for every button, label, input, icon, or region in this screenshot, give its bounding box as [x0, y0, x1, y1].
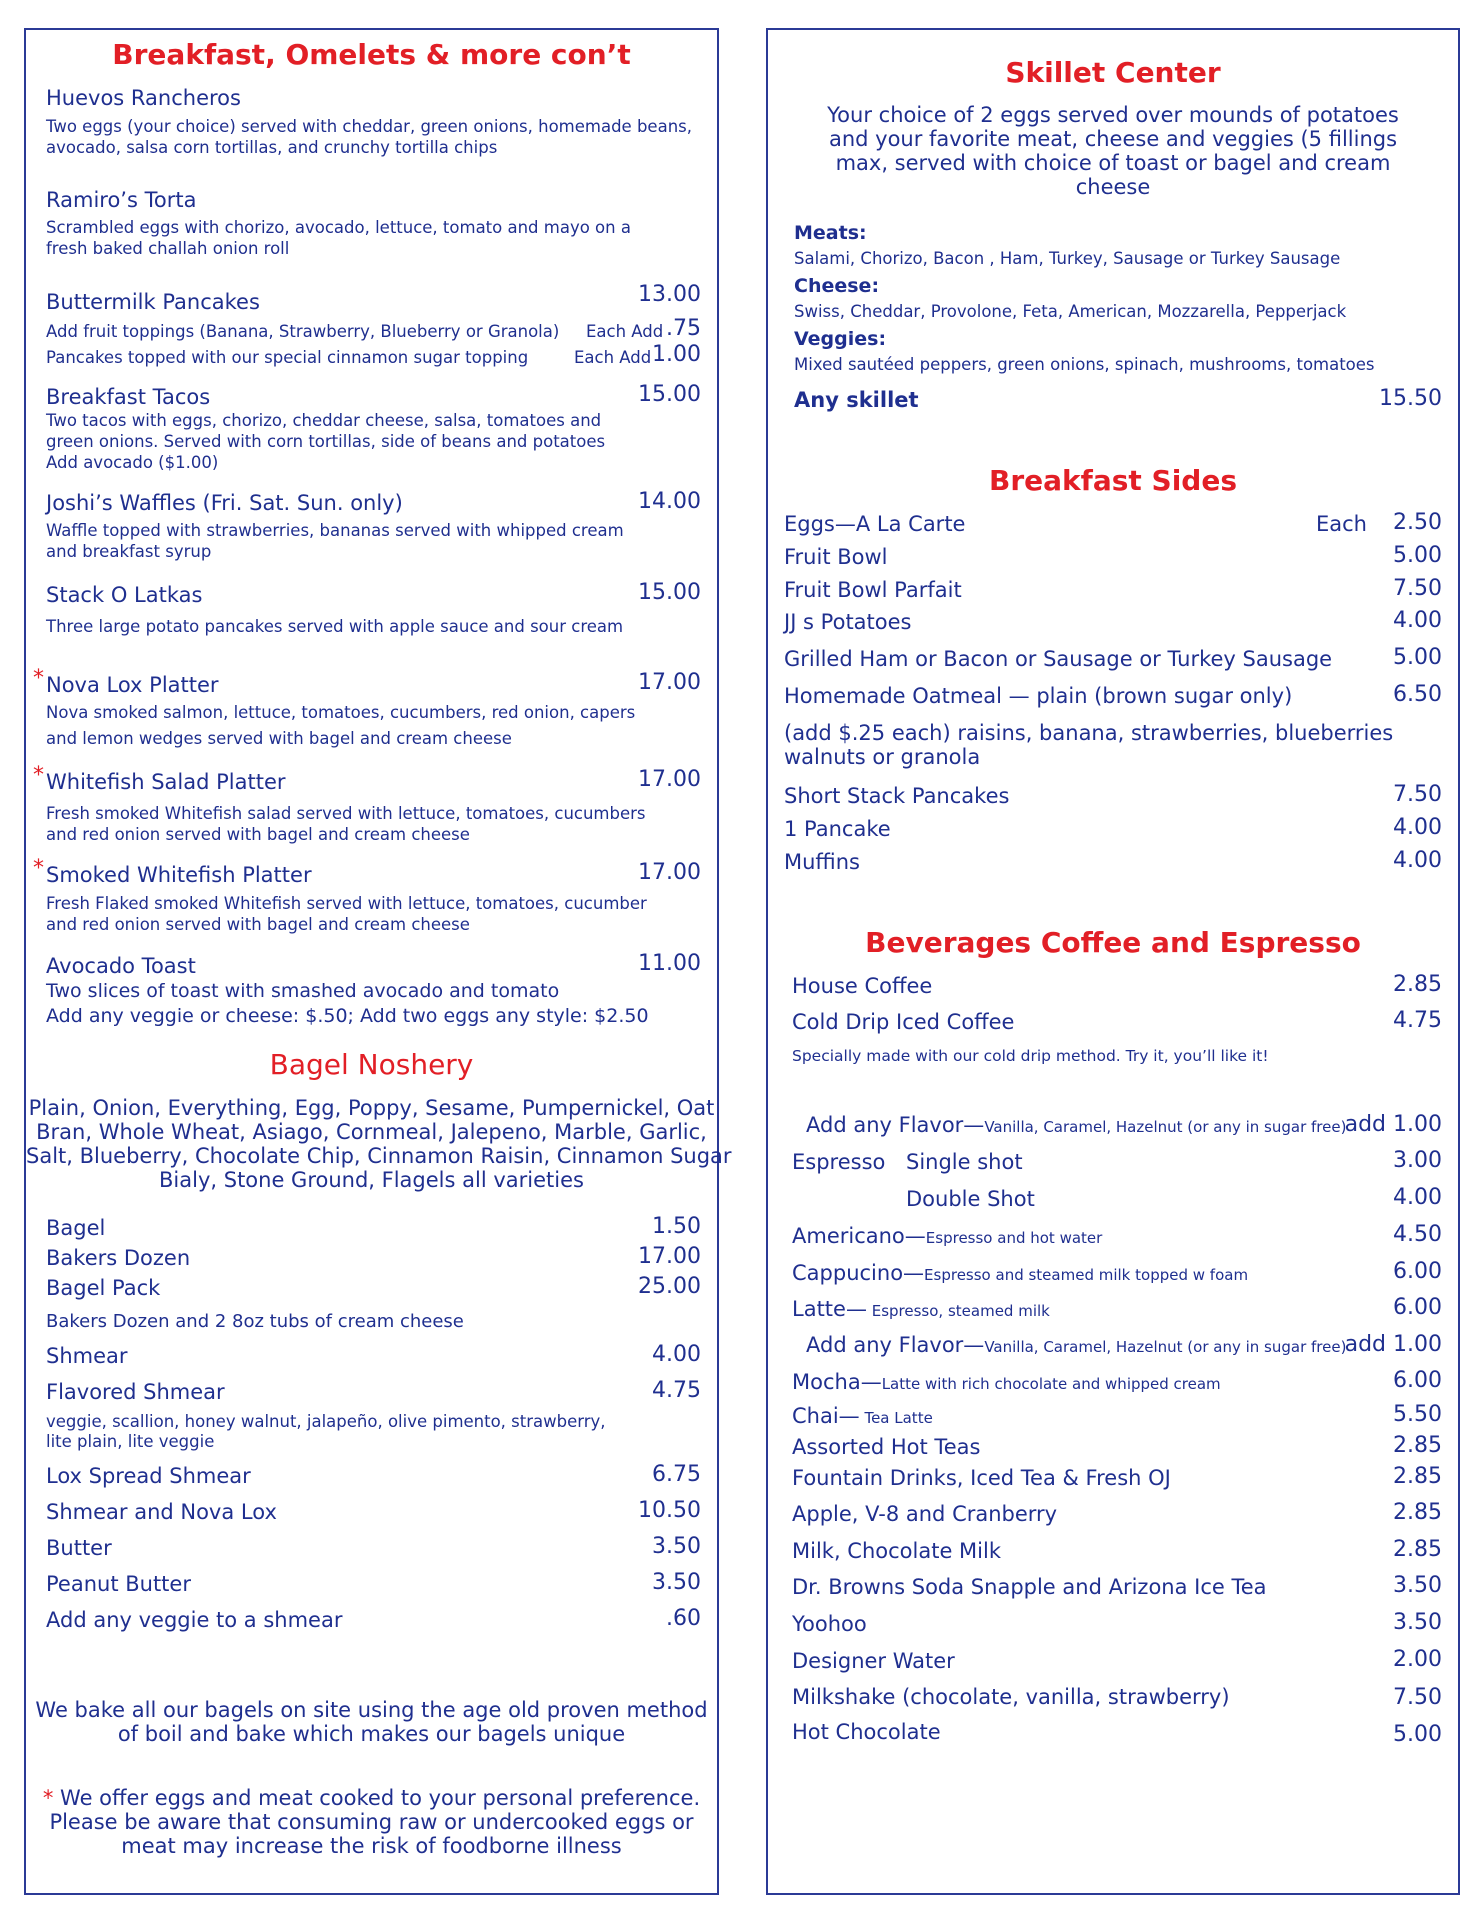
skillet-group-text: Swiss, Cheddar, Provolone, Feta, American, Mozzarella, Pepperjack — [794, 302, 1347, 321]
item-desc: Three large potato pancakes served with apple sauce and sour cream — [46, 617, 624, 636]
item-desc: Pancakes topped with our special cinnamon sugar topping — [46, 348, 529, 367]
item-name: Buttermilk Pancakes — [46, 290, 260, 314]
item-desc: walnuts or granola — [784, 745, 981, 769]
section-title-skillet: Skillet Center — [1005, 56, 1221, 89]
asterisk-mark: * — [33, 763, 44, 788]
item-name: Bakers Dozen — [46, 1246, 191, 1270]
latte-row — [792, 1297, 1050, 1321]
item-desc: Fresh smoked Whitefish salad served with lettuce, tomatoes, cucumbers — [46, 804, 646, 823]
item-price: 4.75 — [652, 1378, 701, 1403]
item-price: 10.50 — [638, 1498, 701, 1523]
item-price: add 1.00 — [1344, 1112, 1442, 1137]
item-desc: Two tacos with eggs, chorizo, cheddar cheese, salsa, tomatoes and — [46, 411, 602, 430]
item-name: Bagel — [46, 1216, 106, 1240]
item-price: 4.00 — [652, 1342, 701, 1367]
skillet-group-text: Salami, Chorizo, Bacon , Ham, Turkey, Sausage or Turkey Sausage — [794, 249, 1341, 268]
item-price: 3.50 — [652, 1570, 701, 1595]
item-name: Short Stack Pancakes — [784, 784, 1010, 808]
item-name: Hot Chocolate — [792, 1720, 941, 1744]
any-skillet-price: 15.50 — [1379, 386, 1442, 411]
item-price: 17.00 — [638, 1244, 701, 1269]
item-name: Fruit Bowl — [784, 545, 888, 569]
item-price: add 1.00 — [1344, 1332, 1442, 1357]
skillet-intro-line: max, served with choice of toast or bagel and cream — [835, 151, 1391, 175]
item-desc: green onions. Served with corn tortillas, side of beans and potatoes — [46, 432, 606, 451]
asterisk-mark: * — [33, 856, 44, 881]
item-price: 7.50 — [1393, 782, 1442, 807]
item-desc: Vanilla, Caramel, Hazelnut (or any in sugar free) — [984, 1338, 1347, 1356]
item-price: 4.00 — [1393, 608, 1442, 633]
item-price: 7.50 — [1393, 576, 1442, 601]
item-desc: (add $.25 each) raisins, banana, strawberries, blueberries — [784, 721, 1394, 745]
consumer-advisory-text: We offer eggs and meat cooked to your personal preference. — [60, 1786, 701, 1810]
item-name: Fountain Drinks, Iced Tea & Fresh OJ — [792, 1466, 1171, 1490]
item-name: JJ s Potatoes — [784, 610, 912, 634]
item-name: Grilled Ham or Bacon or Sausage or Turkey Sausage — [784, 647, 1333, 671]
bagel-note-line: We bake all our bagels on site using the age old proven method — [35, 1698, 708, 1722]
item-name: Yoohoo — [792, 1612, 867, 1636]
item-price: 7.50 — [1393, 1685, 1442, 1710]
item-name: Americano— — [792, 1224, 926, 1248]
item-price: 4.00 — [1393, 848, 1442, 873]
item-desc: and red onion served with bagel and cream cheese — [46, 915, 470, 934]
item-desc: and lemon wedges served with bagel and cream cheese — [46, 729, 512, 748]
item-name: Dr. Browns Soda Snapple and Arizona Ice Tea — [792, 1575, 1267, 1599]
consumer-advisory-line — [26, 1786, 717, 1810]
skillet-group-label: Cheese: — [794, 275, 880, 297]
item-desc: Espresso, steamed milk — [866, 1302, 1050, 1320]
item-desc: Nova smoked salmon, lettuce, tomatoes, cucumbers, red onion, capers — [46, 703, 636, 722]
left-menu-panel — [24, 28, 732, 1895]
item-name: Nova Lox Platter — [46, 673, 219, 697]
item-price: 17.00 — [638, 860, 701, 885]
consumer-advisory-line: Please be aware that consuming raw or undercooked eggs or — [49, 1810, 694, 1834]
item-name: Milkshake (chocolate, vanilla, strawberry) — [792, 1685, 1230, 1709]
item-name: Flavored Shmear — [46, 1380, 225, 1404]
section-title-sides: Breakfast Sides — [989, 464, 1237, 497]
item-name: Breakfast Tacos — [46, 385, 211, 409]
item-price: .60 — [666, 1606, 701, 1631]
item-option: Single shot — [906, 1150, 1023, 1174]
any-skillet-label: Any skillet — [794, 388, 919, 412]
asterisk-mark: * — [42, 1786, 54, 1810]
item-name: Add any Flavor— — [806, 1113, 985, 1137]
item-desc: and breakfast syrup — [46, 542, 212, 561]
item-price: 2.85 — [1393, 1537, 1442, 1562]
skillet-group-label: Meats: — [794, 222, 867, 244]
item-name: Designer Water — [792, 1649, 955, 1673]
item-price: 5.00 — [1393, 543, 1442, 568]
item-name: Add any veggie to a shmear — [46, 1608, 343, 1632]
addon-label: Each Add — [574, 348, 652, 367]
item-price: 1.50 — [652, 1214, 701, 1239]
item-desc: Add avocado ($1.00) — [46, 453, 219, 472]
item-name: Apple, V-8 and Cranberry — [792, 1502, 1058, 1526]
item-name: 1 Pancake — [784, 817, 891, 841]
bagel-varieties-line: Bran, Whole Wheat, Asiago, Cornmeal, Jalepeno, Marble, Garlic, — [36, 1120, 707, 1144]
mocha-row — [792, 1370, 1221, 1394]
item-price: 2.85 — [1393, 1464, 1442, 1489]
item-price: 2.85 — [1393, 972, 1442, 997]
item-name: Milk, Chocolate Milk — [792, 1539, 1001, 1563]
item-name: Stack O Latkas — [46, 583, 203, 607]
skillet-group-label: Veggies: — [794, 328, 887, 350]
item-desc: avocado, salsa corn tortillas, and crunchy tortilla chips — [46, 138, 498, 157]
item-desc: Vanilla, Caramel, Hazelnut (or any in sugar free) — [984, 1118, 1347, 1136]
item-price: 4.50 — [1393, 1222, 1442, 1247]
skillet-intro-line: and your favorite meat, cheese and veggies (5 fillings — [828, 127, 1398, 151]
item-name: Latte— — [792, 1297, 867, 1321]
item-name: Cold Drip Iced Coffee — [792, 1010, 1015, 1034]
item-desc: fresh baked challah onion roll — [46, 239, 290, 258]
item-price: 5.50 — [1393, 1402, 1442, 1427]
item-name: Butter — [46, 1536, 112, 1560]
item-name: House Coffee — [792, 974, 933, 998]
item-price: 17.00 — [638, 670, 701, 695]
item-price: 2.85 — [1393, 1433, 1442, 1458]
bagel-varieties-line: Plain, Onion, Everything, Egg, Poppy, Sesame, Pumpernickel, Oat — [28, 1096, 715, 1120]
item-desc: Scrambled eggs with chorizo, avocado, lettuce, tomato and mayo on a — [46, 218, 631, 237]
right-menu-panel — [766, 28, 1460, 1895]
item-desc: lite plain, lite veggie — [46, 1432, 215, 1451]
item-desc: and red onion served with bagel and cream cheese — [46, 825, 470, 844]
item-desc: Fresh Flaked smoked Whitefish served with lettuce, tomatoes, cucumber — [46, 894, 647, 913]
item-price: 5.00 — [1393, 1722, 1442, 1747]
item-name: Shmear and Nova Lox — [46, 1500, 277, 1524]
item-name: Smoked Whitefish Platter — [46, 863, 312, 887]
item-name: Add any Flavor— — [806, 1333, 985, 1357]
item-name: Fruit Bowl Parfait — [784, 578, 962, 602]
item-name: Ramiro’s Torta — [46, 188, 197, 212]
item-price: 4.00 — [1393, 815, 1442, 840]
each-label: Each — [1316, 512, 1367, 536]
item-name: Bagel Pack — [46, 1276, 161, 1300]
item-price: 3.00 — [1393, 1148, 1442, 1173]
item-price: 4.00 — [1393, 1185, 1442, 1210]
item-price: 4.75 — [1393, 1008, 1442, 1033]
item-price: 11.00 — [638, 951, 701, 976]
item-name: Espresso — [792, 1150, 886, 1174]
item-desc: Tea Latte — [859, 1409, 933, 1427]
item-desc: Latte with rich chocolate and whipped cream — [881, 1375, 1221, 1393]
item-desc: veggie, scallion, honey walnut, jalapeño, olive pimento, strawberry, — [46, 1412, 606, 1431]
item-name: Whitefish Salad Platter — [46, 770, 286, 794]
item-price: 2.85 — [1393, 1500, 1442, 1525]
item-desc: Add any veggie or cheese: $.50; Add two eggs any style: $2.50 — [46, 1005, 649, 1027]
item-desc: Espresso and steamed milk topped w foam — [924, 1266, 1249, 1284]
cappucino-row — [792, 1261, 1248, 1285]
skillet-intro-line: Your choice of 2 eggs served over mounds of potatoes — [827, 103, 1399, 127]
item-price: 17.00 — [638, 767, 701, 792]
item-name: Assorted Hot Teas — [792, 1435, 981, 1459]
chai-row — [792, 1404, 933, 1428]
bagel-varieties-line: Salt, Blueberry, Chocolate Chip, Cinnamon Raisin, Cinnamon Sugar — [26, 1144, 732, 1168]
skillet-group-text: Mixed sautéed peppers, green onions, spinach, mushrooms, tomatoes — [794, 355, 1375, 374]
americano-row — [792, 1224, 1102, 1248]
section-title-breakfast: Breakfast, Omelets & more con’t — [112, 38, 631, 71]
item-price: 5.00 — [1393, 645, 1442, 670]
item-price: 6.00 — [1393, 1368, 1442, 1393]
item-desc: Specially made with our cold drip method. Try it, you’ll like it! — [792, 1047, 1269, 1065]
item-price: 13.00 — [638, 282, 701, 307]
item-price: 3.50 — [1393, 1610, 1442, 1635]
addon-label: Each Add — [586, 322, 664, 341]
item-name: Cappucino— — [792, 1261, 925, 1285]
item-price: 6.00 — [1393, 1259, 1442, 1284]
item-name: Eggs—A La Carte — [784, 512, 966, 536]
item-name: Lox Spread Shmear — [46, 1464, 251, 1488]
item-price: 25.00 — [638, 1274, 701, 1299]
item-name: Huevos Rancheros — [46, 86, 241, 110]
item-name: Chai— — [792, 1404, 860, 1428]
asterisk-mark: * — [33, 666, 44, 691]
consumer-advisory-line: meat may increase the risk of foodborne illness — [121, 1834, 622, 1858]
bagel-note-line: of boil and bake which makes our bagels unique — [117, 1722, 626, 1746]
addon-price: .75 — [666, 316, 701, 341]
bagel-varieties-line: Bialy, Stone Ground, Flagels all varieties — [159, 1168, 584, 1192]
item-price: 15.00 — [638, 382, 701, 407]
item-name: Avocado Toast — [46, 954, 196, 978]
flavor-row — [806, 1113, 1346, 1137]
item-desc: Waffle topped with strawberries, bananas served with whipped cream — [46, 521, 624, 540]
item-name: Joshi’s Waffles (Fri. Sat. Sun. only) — [46, 491, 403, 515]
item-price: 15.00 — [638, 580, 701, 605]
item-name: Homemade Oatmeal — plain (brown sugar only) — [784, 684, 1293, 708]
section-title-beverages: Beverages Coffee and Espresso — [865, 926, 1361, 959]
item-name: Muffins — [784, 850, 860, 874]
item-desc: Two eggs (your choice) served with cheddar, green onions, homemade beans, — [46, 117, 692, 136]
item-desc: Two slices of toast with smashed avocado and tomato — [46, 980, 560, 1002]
item-desc: Bakers Dozen and 2 8oz tubs of cream cheese — [46, 1311, 464, 1332]
item-price: 6.00 — [1393, 1295, 1442, 1320]
item-price: 2.00 — [1393, 1647, 1442, 1672]
item-option: Double Shot — [906, 1187, 1035, 1211]
item-name: Mocha— — [792, 1370, 882, 1394]
item-price: 3.50 — [1393, 1573, 1442, 1598]
item-price: 6.50 — [1393, 682, 1442, 707]
addon-price: 1.00 — [652, 342, 701, 367]
section-title-bagel-noshery: Bagel Noshery — [269, 1048, 474, 1081]
item-desc: Add fruit toppings (Banana, Strawberry, Blueberry or Granola) — [46, 322, 560, 341]
item-price: 14.00 — [638, 489, 701, 514]
item-name: Shmear — [46, 1344, 128, 1368]
item-price: 3.50 — [652, 1534, 701, 1559]
item-price: 2.50 — [1393, 510, 1442, 535]
skillet-intro-line: cheese — [1075, 175, 1151, 199]
item-price: 6.75 — [652, 1462, 701, 1487]
item-name: Peanut Butter — [46, 1572, 191, 1596]
flavor-row — [806, 1333, 1346, 1357]
item-desc: Espresso and hot water — [925, 1229, 1103, 1247]
